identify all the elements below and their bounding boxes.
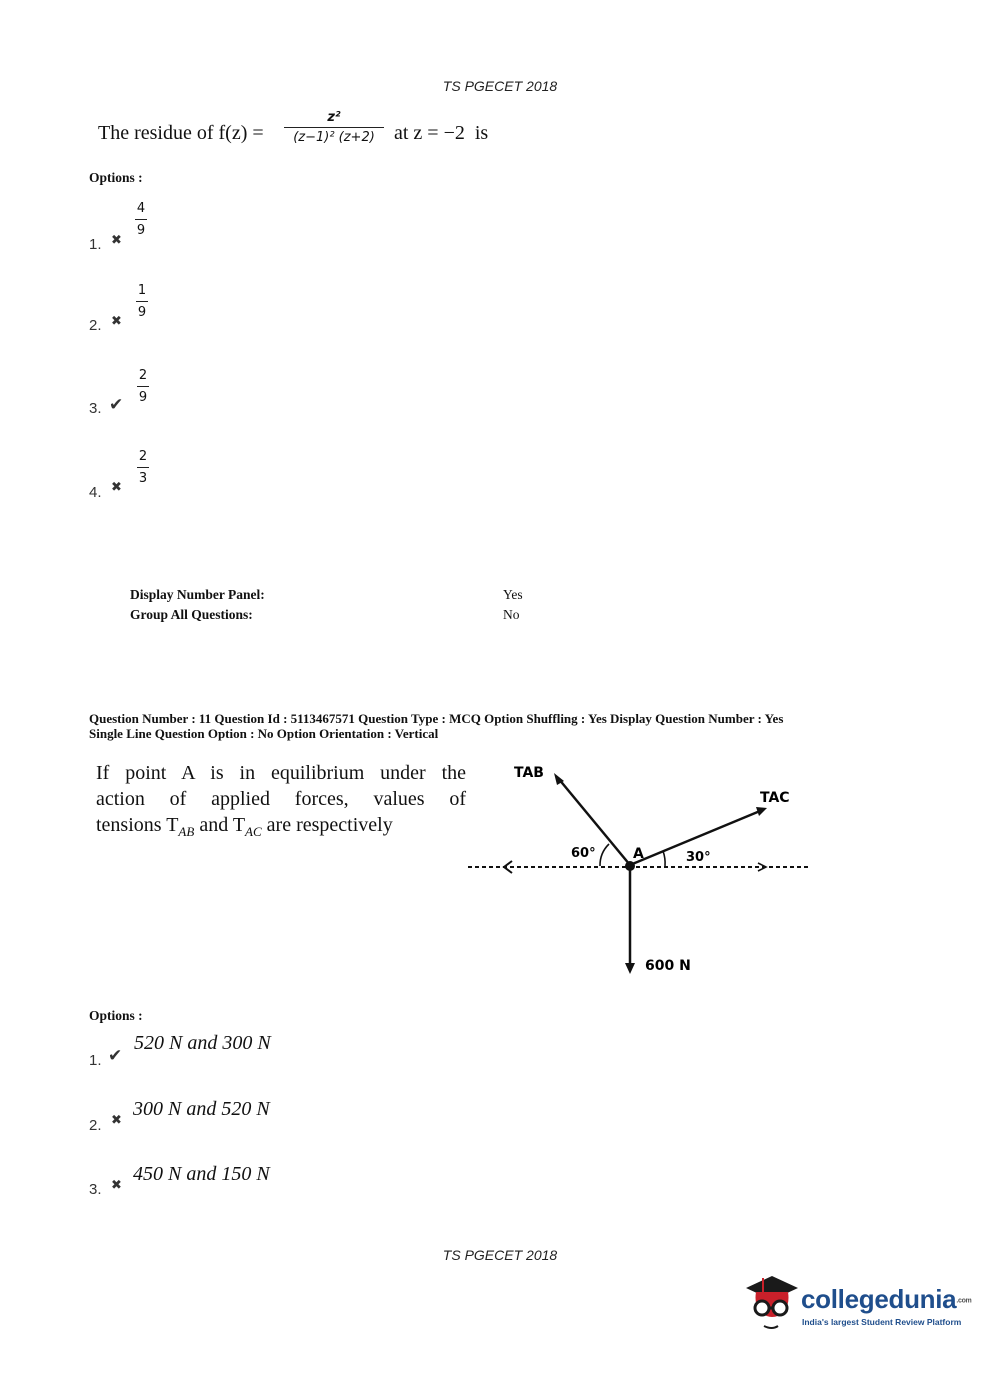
- label-angle-60: 60°: [571, 846, 596, 861]
- fraction-numerator: 2: [138, 449, 148, 464]
- q11-text-line-3: tensions $T_{AB}$ and $T_{AC}$ are respectively: [96, 814, 393, 839]
- fraction-denominator: 9: [138, 390, 148, 405]
- q11-option-2[interactable]: [89, 1096, 349, 1138]
- option-fraction: [133, 202, 149, 237]
- tac-arrow-head: [756, 807, 767, 816]
- q11-meta-line-2: Single Line Question Option : No Option Orientation : Vertical: [89, 726, 439, 741]
- label-angle-30: 30°: [686, 850, 711, 865]
- display-panel-label: Display Number Panel:: [130, 587, 265, 602]
- brand-logo[interactable]: [742, 1270, 982, 1340]
- brand-tagline: India's largest Student Review Platform: [802, 1317, 962, 1327]
- q10-prefix: The residue of f(z) =: [98, 122, 264, 144]
- load-arrow-head: [625, 963, 635, 974]
- option-fraction: [135, 369, 151, 404]
- page-footer: TS PGECET 2018: [442, 1247, 558, 1263]
- q10-suffix: at z = −2 is: [394, 122, 489, 144]
- group-questions-value: No: [503, 607, 520, 622]
- q10-numerator: z²: [327, 110, 341, 125]
- q11-text-line-2: action of applied forces, values of: [96, 788, 466, 810]
- q10-denominator: (z−1)² (z+2): [293, 130, 375, 145]
- q11-options-label: Options :: [89, 1008, 143, 1023]
- fraction-denominator: 9: [136, 223, 146, 238]
- option-fraction: [135, 450, 151, 485]
- q10-options-label: Options :: [89, 170, 143, 185]
- option-number: 4.: [89, 484, 102, 501]
- wrong-icon: ✖: [111, 1113, 122, 1128]
- option-number: 2.: [89, 317, 102, 334]
- q10-fraction: [284, 110, 384, 145]
- angle-arc-30: [663, 851, 665, 866]
- q10-option-1[interactable]: [89, 198, 169, 258]
- label-load: 600 N: [645, 958, 691, 974]
- q11-option-1[interactable]: [89, 1030, 349, 1072]
- option-number: 3.: [89, 1181, 102, 1198]
- fraction-denominator: 3: [138, 471, 148, 486]
- option-text: 300 N and 520 N: [133, 1098, 270, 1120]
- fraction-numerator: 2: [138, 368, 148, 383]
- wrong-icon: ✖: [111, 233, 122, 248]
- q11-option-3[interactable]: [89, 1161, 349, 1203]
- q11-text-line-1: If point A is in equilibrium under the: [96, 762, 466, 784]
- group-questions-label: Group All Questions:: [130, 607, 253, 622]
- wrong-icon: ✖: [111, 480, 122, 495]
- force-diagram: [460, 745, 820, 985]
- option-number: 2.: [89, 1117, 102, 1134]
- wrong-icon: ✖: [111, 1178, 122, 1193]
- option-number: 1.: [89, 236, 102, 253]
- option-text: 450 N and 150 N: [133, 1163, 270, 1185]
- check-icon: ✔: [109, 395, 124, 415]
- fraction-numerator: 1: [137, 283, 147, 298]
- q10-option-3[interactable]: [89, 365, 169, 425]
- label-tac: TAC: [760, 790, 790, 806]
- angle-arc-60: [600, 844, 609, 866]
- question-10: [98, 110, 598, 160]
- page-header: TS PGECET 2018: [442, 78, 558, 94]
- q10-option-2[interactable]: [89, 280, 169, 340]
- option-number: 3.: [89, 400, 102, 417]
- q11-meta-line-1: Question Number : 11 Question Id : 5113467571 Question Type : MCQ Option Shuffling : Yes Display Question Number : Yes: [89, 711, 784, 726]
- label-a: A: [633, 846, 644, 862]
- display-panel-value: Yes: [503, 587, 523, 602]
- point-a: [625, 861, 635, 871]
- option-text: 520 N and 300 N: [134, 1032, 271, 1054]
- q11-text: [96, 760, 466, 845]
- option-fraction: [134, 284, 150, 319]
- q10-option-4[interactable]: [89, 446, 169, 506]
- fraction-numerator: 4: [136, 201, 146, 216]
- fraction-denominator: 9: [137, 305, 147, 320]
- check-icon: ✔: [108, 1046, 123, 1066]
- option-number: 1.: [89, 1052, 102, 1069]
- wrong-icon: ✖: [111, 314, 122, 329]
- brand-name: collegedunia.com: [801, 1284, 972, 1314]
- mascot-icon: [742, 1270, 802, 1336]
- label-tab: TAB: [514, 765, 544, 781]
